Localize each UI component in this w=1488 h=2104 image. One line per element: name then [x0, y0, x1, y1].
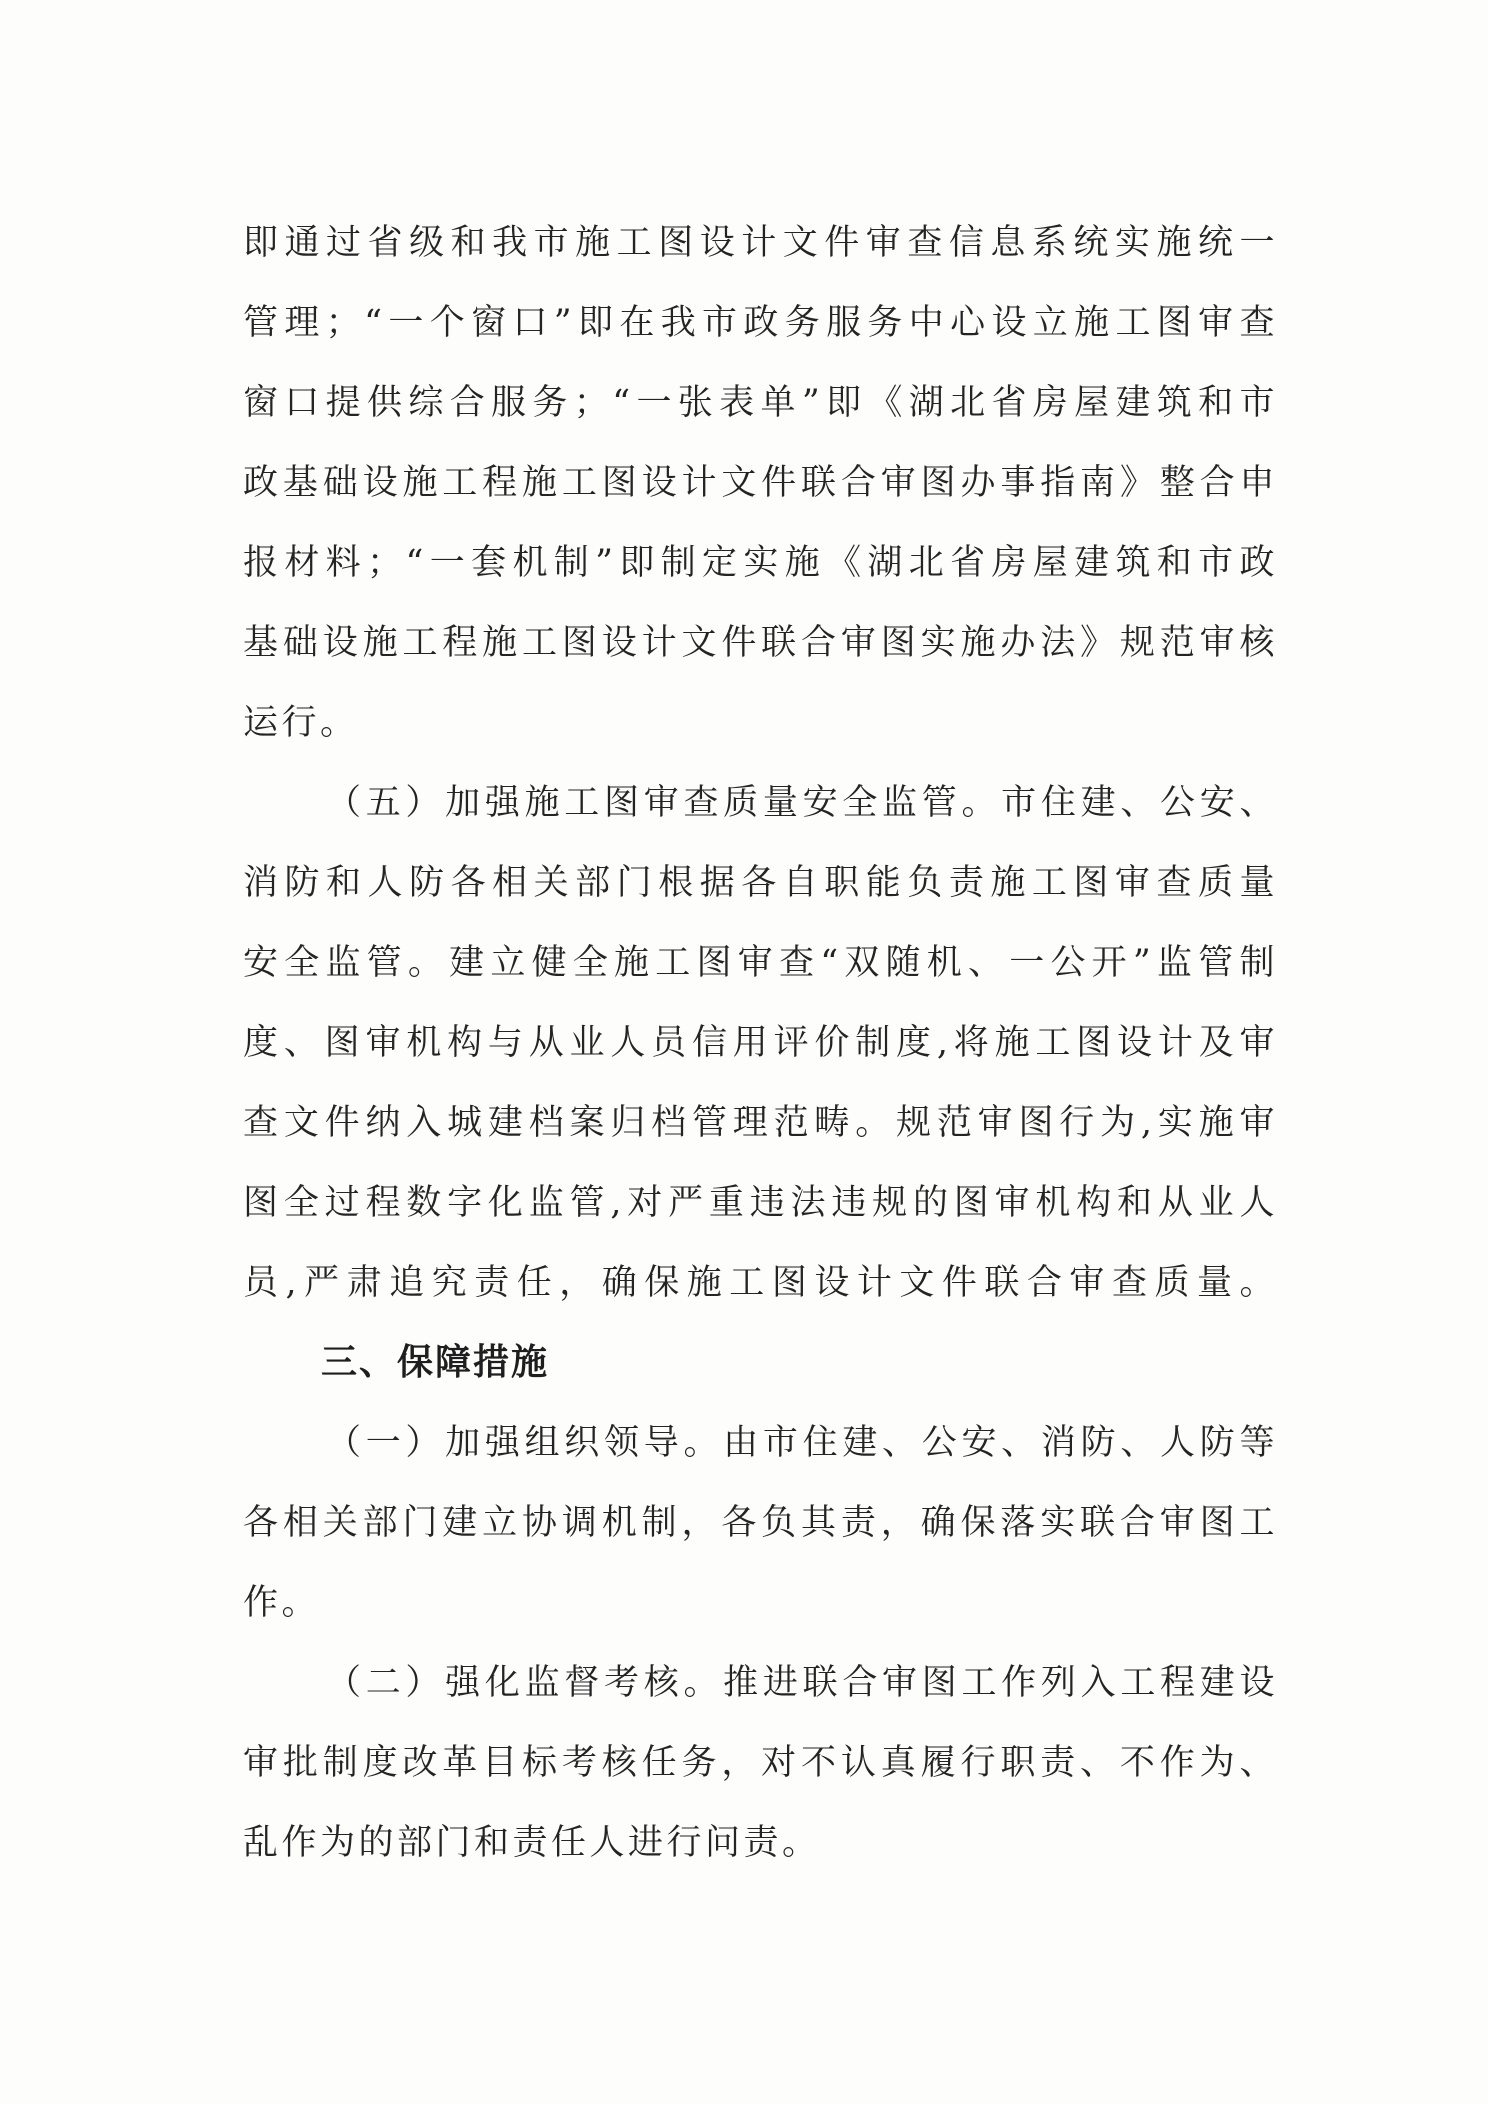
text-line: 审批制度改革目标考核任务，对不认真履行职责、不作为、 [243, 1743, 1278, 1783]
text-line: 管理；“一个窗口”即在我市政务服务中心设立施工图审查 [243, 303, 1278, 343]
section-heading: 三、保障措施 [321, 1342, 550, 1383]
paragraph [243, 763, 1278, 1323]
text-line: 度、图审机构与从业人员信用评价制度,将施工图设计及审 [243, 1023, 1278, 1063]
text-line: 窗口提供综合服务；“一张表单”即《湖北省房屋建筑和市 [243, 383, 1278, 423]
text-line: 消防和人防各相关部门根据各自职能负责施工图审查质量 [243, 863, 1278, 903]
paragraph [243, 1643, 1278, 1883]
text-line: 政基础设施工程施工图设计文件联合审图办事指南》整合申 [243, 463, 1278, 503]
text-line: 即通过省级和我市施工图设计文件审查信息系统实施统一 [243, 223, 1278, 263]
text-line: 各相关部门建立协调机制，各负其责，确保落实联合审图工 [243, 1503, 1278, 1543]
text-line: 员,严肃追究责任，确保施工图设计文件联合审查质量。 [243, 1263, 1278, 1303]
text-line: 作。 [243, 1583, 321, 1623]
paragraph [243, 203, 1278, 763]
text-line: 报材料；“一套机制”即制定实施《湖北省房屋建筑和市政 [243, 543, 1278, 583]
text-line: （二）强化监督考核。推进联合审图工作列入工程建设 [326, 1663, 1278, 1703]
paragraph [243, 1403, 1278, 1643]
text-line: 运行。 [243, 703, 359, 743]
text-line: 图全过程数字化监管,对严重违法违规的图审机构和从业人 [243, 1183, 1278, 1223]
text-line: 安全监管。建立健全施工图审查“双随机、一公开”监管制 [243, 943, 1278, 983]
text-line: （五）加强施工图审查质量安全监管。市住建、公安、 [326, 783, 1278, 823]
text-line: （一）加强组织领导。由市住建、公安、消防、人防等 [326, 1423, 1278, 1463]
text-line: 乱作为的部门和责任人进行问责。 [243, 1823, 821, 1863]
text-line: 基础设施工程施工图设计文件联合审图实施办法》规范审核 [243, 623, 1278, 663]
document-body [243, 203, 1278, 1883]
text-line: 查文件纳入城建档案归档管理范畴。规范审图行为,实施审 [243, 1103, 1278, 1143]
